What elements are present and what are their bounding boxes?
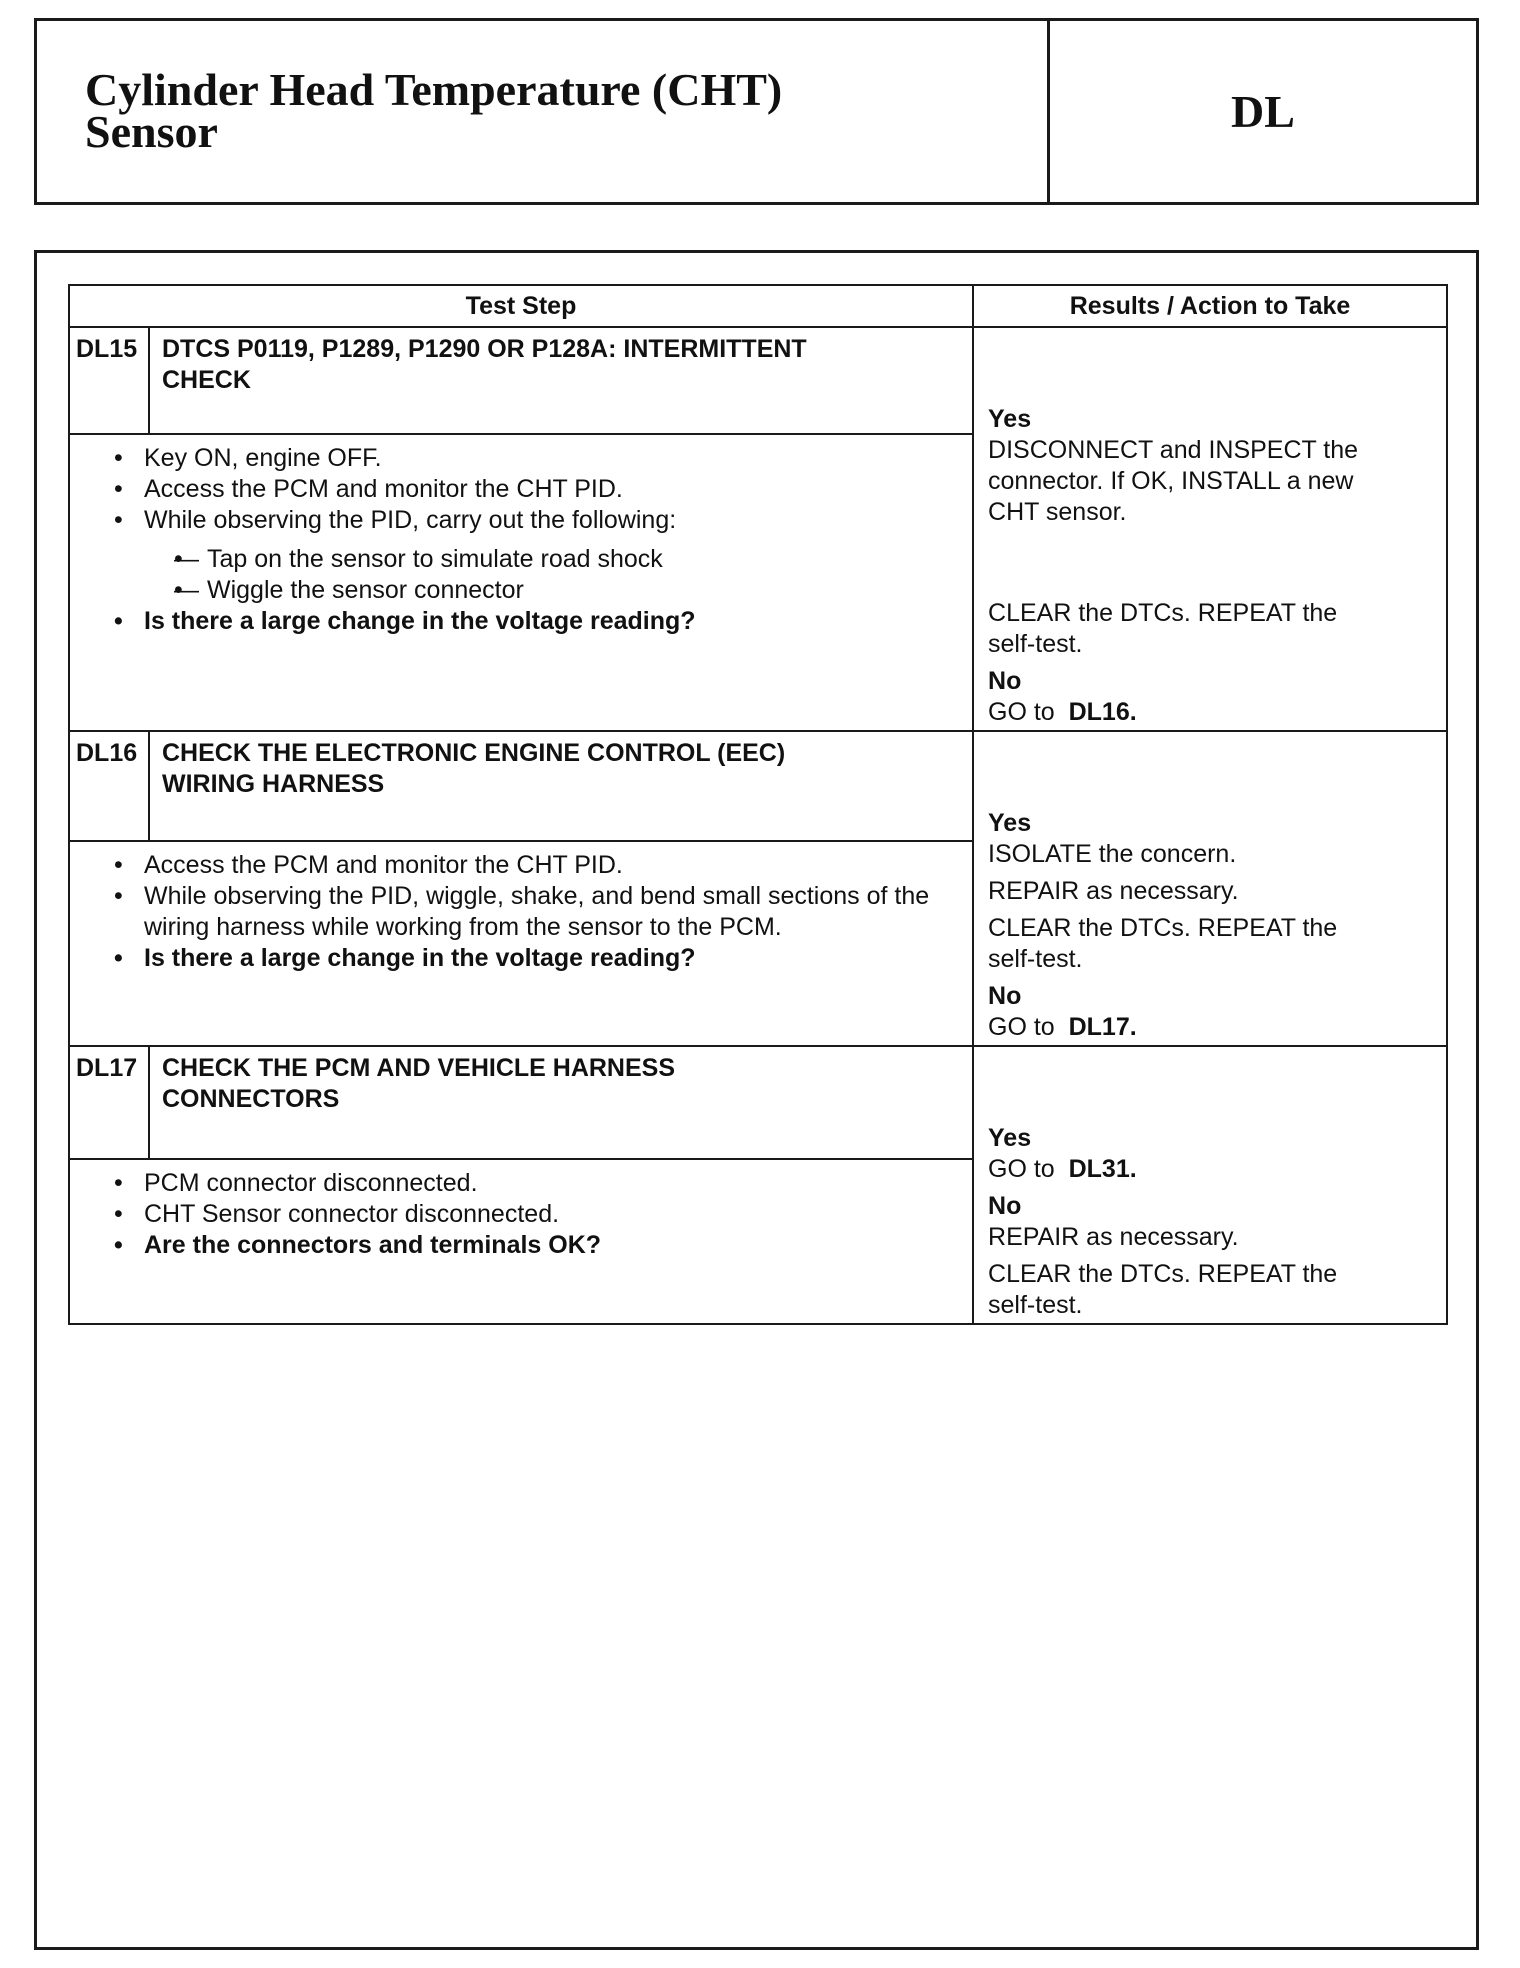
list-item: • While observing the PID, wiggle, shake, and bend small sections of the wiring harness while working from the sensor to the PCM. [114,881,932,943]
result-goto [988,697,1434,728]
step-question: • Is there a large change in the voltage reading? [114,606,972,637]
step-title [149,1046,973,1159]
step-id: DL16 [69,731,149,841]
list-item-text: While observing the PID, carry out the following: [144,505,677,534]
result-yes-label: Yes [988,809,1032,837]
result-line: self-test. [988,1291,1083,1319]
step-title [149,731,973,841]
page-title [85,64,985,157]
table-header-row [69,285,1447,327]
title-line-2: Sensor [85,106,218,157]
step-question: • Are the connectors and terminals OK? [114,1230,972,1261]
result-line: ISOLATE the concern. [988,840,1237,868]
result-line: REPAIR as necessary. [988,877,1239,905]
result-line: DISCONNECT and INSPECT the [988,436,1359,464]
result-line: CLEAR the DTCs. REPEAT the [988,599,1338,627]
result-goto [988,1154,1434,1185]
result-line: self-test. [988,945,1083,973]
step-results [973,1046,1447,1324]
result-line: CLEAR the DTCs. REPEAT the [988,1260,1338,1288]
result-line: CLEAR the DTCs. REPEAT the [988,914,1338,942]
list-item-text: Wiggle the sensor connector [207,575,524,604]
step-title-line: CHECK THE ELECTRONIC ENGINE CONTROL (EEC) [162,739,786,767]
step-title-line: CHECK THE PCM AND VEHICLE HARNESS [162,1054,676,1082]
list-item [114,505,972,606]
step-title-line: WIRING HARNESS [162,770,385,798]
result-line: REPAIR as necessary. [988,1223,1239,1251]
goto-target-link[interactable]: DL17. [1068,1013,1137,1041]
step-bullet-list [70,842,972,982]
step-title-line: CHECK [162,366,251,394]
list-item: • Access the PCM and monitor the CHT PID. [114,474,972,505]
result-line: connector. If OK, INSTALL a new [988,467,1354,495]
list-item-text: Tap on the sensor to simulate road shock [207,544,663,573]
step-results [973,731,1447,1046]
list-item: • Key ON, engine OFF. [114,443,972,474]
step-body [69,434,973,731]
sub-list [144,544,972,606]
step-title-line: CONNECTORS [162,1085,340,1113]
step-results [973,327,1447,731]
table-row [69,731,1447,841]
result-yes-label: Yes [988,1124,1032,1152]
list-item: • PCM connector disconnected. [114,1168,972,1199]
goto-prefix: GO to [988,698,1055,726]
step-title-line: DTCS P0119, P1289, P1290 OR P128A: INTERMITTENT [162,335,807,363]
column-header-test-step: Test Step [69,285,973,327]
result-goto [988,1012,1434,1043]
table-row [69,1046,1447,1159]
step-bullet-list [70,435,972,645]
diagnostic-table [68,284,1448,1325]
result-yes-label: Yes [988,405,1032,433]
step-body [69,1159,973,1324]
result-no-label: No [988,1192,1022,1220]
step-question: • Is there a large change in the voltage reading? [114,943,932,974]
list-item: • CHT Sensor connector disconnected. [114,1199,972,1230]
page-header [34,18,1479,205]
step-bullet-list [70,1160,972,1269]
goto-target-link[interactable]: DL16. [1068,698,1137,726]
result-no-label: No [988,982,1022,1010]
goto-target-link[interactable]: DL31. [1068,1155,1137,1183]
list-item: • — Tap on the sensor to simulate road shock [174,544,972,575]
result-no-label: No [988,667,1022,695]
list-item: • — Wiggle the sensor connector [174,575,972,606]
table-row [69,327,1447,434]
column-header-results: Results / Action to Take [973,285,1447,327]
result-line: CHT sensor. [988,498,1127,526]
list-item: • Access the PCM and monitor the CHT PID. [114,850,932,881]
step-id: DL15 [69,327,149,434]
step-body [69,841,973,1046]
title-line-1: Cylinder Head Temperature (CHT) [85,64,783,115]
step-title [149,327,973,434]
section-code: DL [1231,86,1295,137]
goto-prefix: GO to [988,1155,1055,1183]
goto-prefix: GO to [988,1013,1055,1041]
result-line: self-test. [988,630,1083,658]
step-id: DL17 [69,1046,149,1159]
